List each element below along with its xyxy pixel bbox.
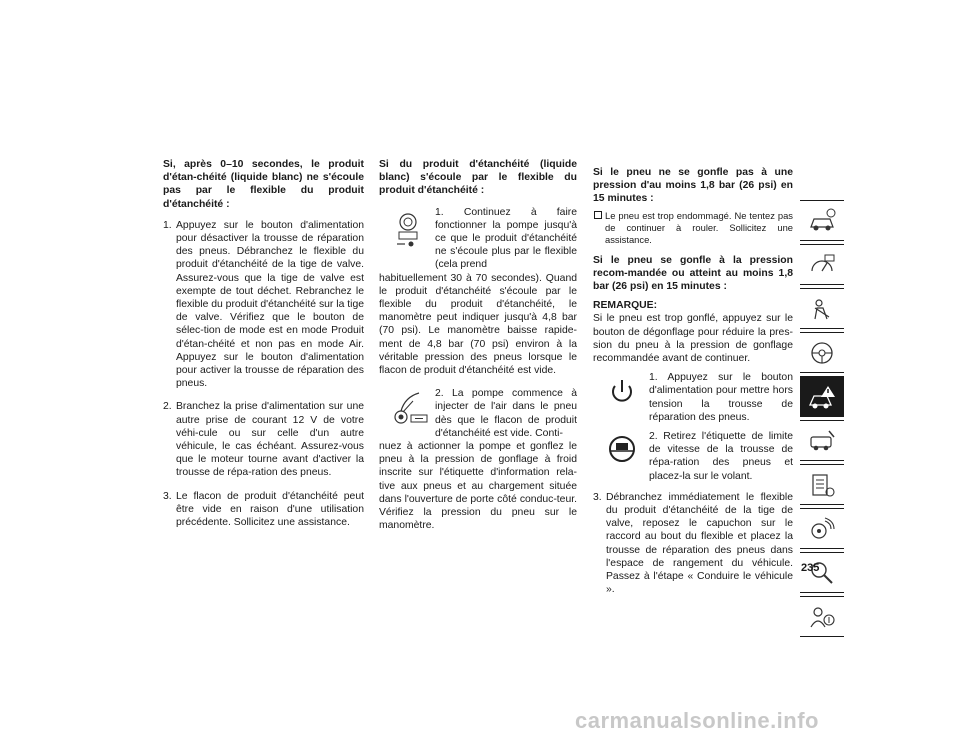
step-text: 2. Retirez l'étiquette de limite de vitesse de la trousse de répa-ration des pneus et placez-la sur le volant. xyxy=(649,431,793,482)
power-button-icon xyxy=(607,377,655,419)
step-text: Débranchez immédiatement le flexible du produit d'étanchéité de la tige de valve, reposez le capuchon sur le raccord au bout du flexible et placez la trousse de réparation des pneus dans l'espace de rangement du véhicule. Passez à l'étape « Conduire le véhicule ». xyxy=(606,491,793,596)
step-text-continued: nuez à actionner la pompe et gonflez le pneu à la pression de gonflage à froid inscrite sur l'étiquette d'information rela-tive aux pneus et au chargement située dans l'ouverture de porte côté conduc-teur. Vérifiez la pression du pneu sur le manomètre. xyxy=(379,441,577,532)
section-heading-inflated: Si le pneu se gonfle à la pression recom-mandée ou atteint au moins 1,8 bar (26 psi) en 15 minutes : xyxy=(593,254,793,293)
step-number: 1. xyxy=(163,219,172,231)
column-1 xyxy=(163,158,364,539)
remark-label: REMARQUE: xyxy=(593,300,658,312)
sealant-bottle-icon xyxy=(391,210,439,252)
customer-assistance-icon xyxy=(807,603,837,631)
tab-service[interactable] xyxy=(800,420,844,461)
safety-icon xyxy=(807,295,837,323)
tab-maintenance[interactable] xyxy=(800,464,844,505)
tab-safety[interactable] xyxy=(800,288,844,329)
warning-bullet xyxy=(593,210,793,246)
bullet-text: Le pneu est trop endommagé. Ne tentez pas de continuer à rouler. Sollicitez une assistance. xyxy=(605,209,793,245)
step-number: 3. xyxy=(593,491,602,503)
step-1 xyxy=(163,219,364,391)
section-heading-no-flow: Si, après 0–10 secondes, le produit d'étan-chéité (liquide blanc) ne s'écoule pas par le flexible du produit d'étanchéité : xyxy=(163,159,364,210)
step-number: 3. xyxy=(163,490,172,502)
step-text: Le flacon de produit d'étanchéité peut être vide en raison d'une utilisation précédente. Sollicitez une assistance. xyxy=(176,490,364,529)
tab-steering[interactable] xyxy=(800,332,844,373)
step-number: 2. xyxy=(163,401,172,413)
air-pump-hose-icon xyxy=(391,389,439,431)
section-heading-sealant-flowing: Si du produit d'étanchéité (liquide blanc) s'écoule par le flexible du produit d'étanchéité : xyxy=(379,159,577,197)
step-3 xyxy=(593,491,793,597)
page-number: 235 xyxy=(801,562,820,574)
tab-customer-assistance[interactable] xyxy=(800,596,844,637)
step-2 xyxy=(163,400,364,479)
step-text-continued: habituellement 30 à 70 secondes). Quand le produit d'étanchéité s'écoule par le flexible du produit d'étanchéité, le manomètre peut indiquer jusqu'à 4,8 bar (70 psi). Le manomètre baisse rapide-ment de 4,8 bar (70 psi) environ à la véritable pression des pneus lorsque le flacon de produit d'étanchéité est vide. xyxy=(379,272,577,377)
service-icon xyxy=(807,427,837,455)
tab-car-info[interactable] xyxy=(800,200,844,241)
column-3 xyxy=(593,166,793,606)
step-text: 1. Continuez à faire fonctionner la pompe jusqu'à ce que le produit d'étanchéité ne s'écoule plus par le flexible (cela prend xyxy=(435,206,577,271)
step-text: 2. La pompe commence à injecter de l'air dans le pneu dès que le flacon de produit d'étanchéité est vide. Conti- xyxy=(435,388,577,439)
watermark: carmanualsonline.info xyxy=(575,708,819,733)
step-pump-air xyxy=(379,387,577,440)
step-continue-pump xyxy=(379,206,577,272)
tab-multimedia[interactable] xyxy=(800,508,844,549)
section-heading-no-inflate: Si le pneu ne se gonfle pas à une pression d'au moins 1,8 bar (26 psi) en 15 minutes : xyxy=(593,167,793,205)
multimedia-icon xyxy=(807,515,837,543)
tab-dashboard[interactable] xyxy=(800,244,844,285)
step-power-off xyxy=(593,371,793,424)
remark-text: Si le pneu est trop gonflé, appuyez sur le bouton de dégonflage pour réduire la pres-sion du pneu à la pression de gonflage recommandée avant de continuer. xyxy=(593,313,793,365)
roadside-emergency-icon xyxy=(807,383,837,411)
step-text: Appuyez sur le bouton d'alimentation pour désactiver la trousse de réparation des pneus. Débranchez le flexible du produit d'étanchéité de la tige de valve. Assurez-vous que la tige de valve est exempte de tout déchet. Rebranchez le flexible du produit d'étanchéité sur la tige de valve. Vérifiez que le bouton de sélec-tion de mode est en mode Produit d'étan-chéité et non pas en mode Air. Appuyez sur le bouton d'alimentation pour activer la trousse de réparation des pneus. xyxy=(176,219,364,390)
dashboard-icon xyxy=(807,251,837,279)
bullet-square-icon xyxy=(594,211,602,219)
maintenance-icon xyxy=(807,471,837,499)
car-info-icon xyxy=(807,207,837,235)
step-text: Branchez la prise d'alimentation sur une autre prise de courant 12 V de votre véhi-cule ou sur celle d'un autre véhicule, le cas échéant. Assurez-vous que le moteur tourne avant d'activer la trousse de répa-ration des pneus. xyxy=(176,401,364,479)
step-speed-label xyxy=(593,430,793,483)
step-3 xyxy=(163,490,364,530)
step-text: 1. Appuyez sur le bouton d'alimentation pour mettre hors tension la trousse de réparation des pneus. xyxy=(649,372,793,423)
column-2 xyxy=(379,158,577,532)
tab-roadside-emergency[interactable] xyxy=(800,376,844,417)
steering-wheel-label-icon xyxy=(605,434,653,476)
chapter-tabs xyxy=(800,200,844,640)
steering-wheel-icon xyxy=(807,339,837,367)
